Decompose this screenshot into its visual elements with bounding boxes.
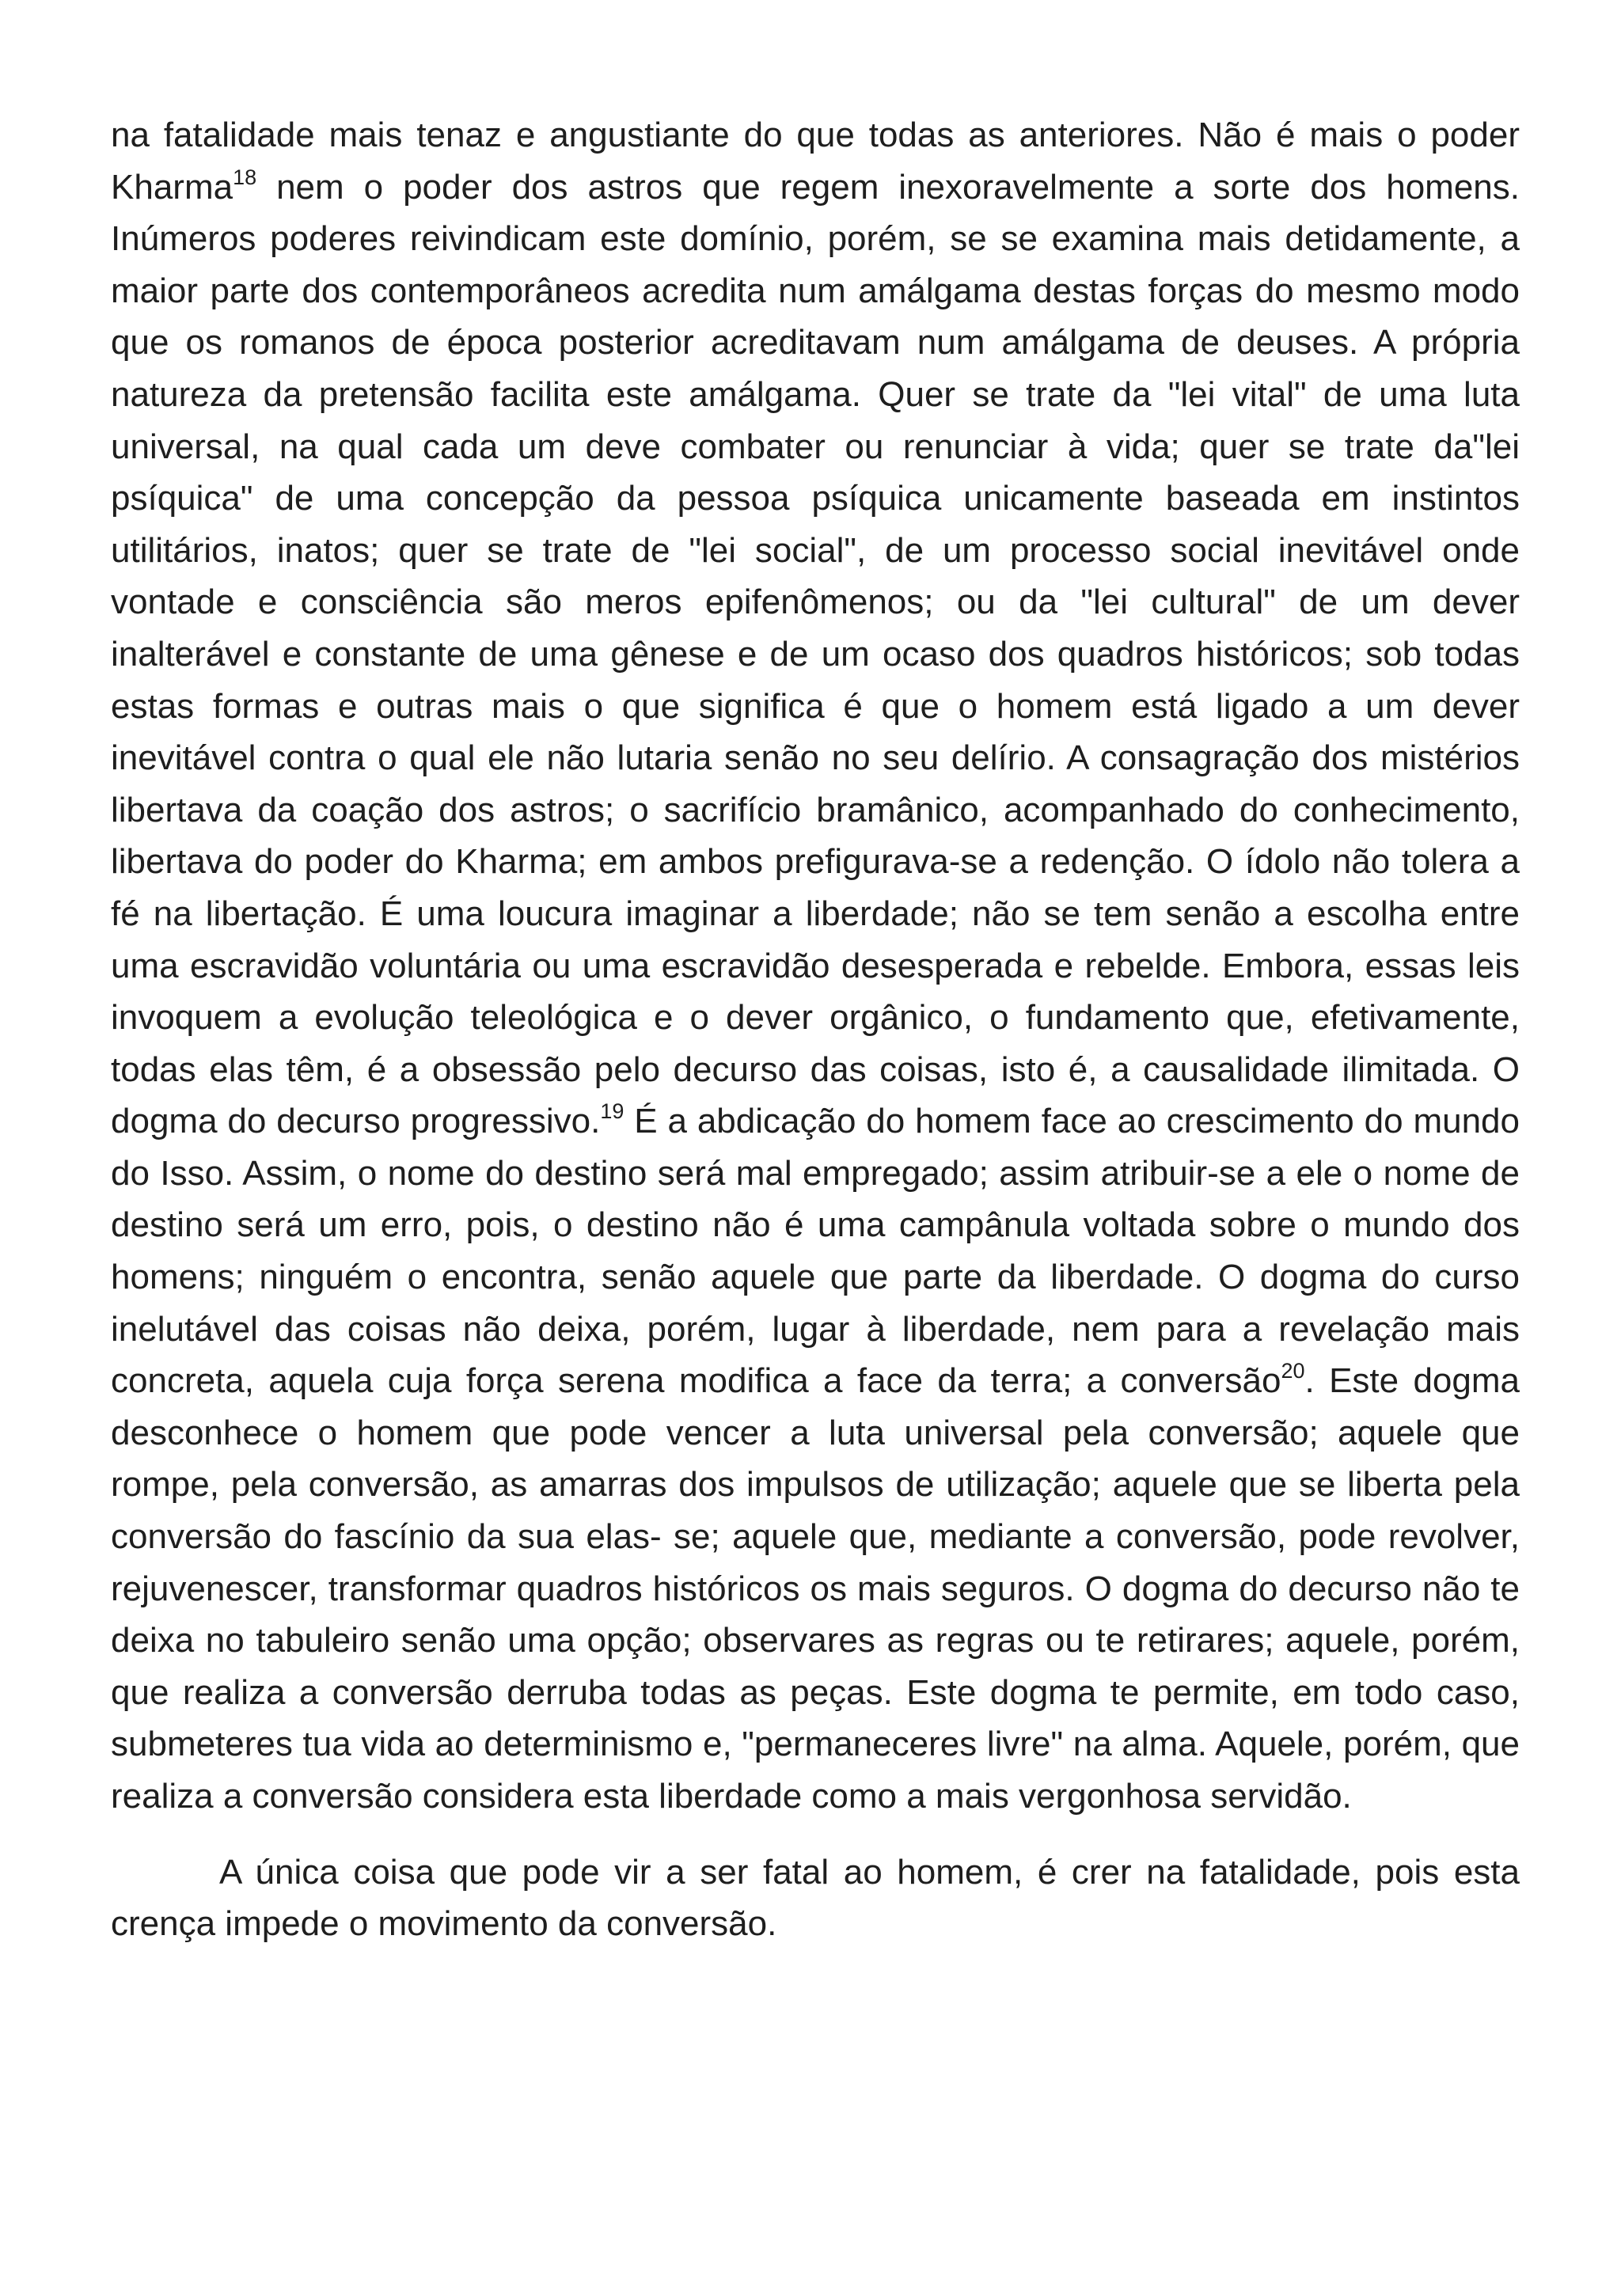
body-paragraph (111, 109, 1520, 1823)
paragraph-text: nem o poder dos astros que regem inexoravelmente a sorte dos homens. Inúmeros poderes reivindicam este domínio, porém, se se examina mais detidamente, a maior parte dos contemporâneos acredita num amálgama destas forças do mesmo modo que os romanos de época posterior acreditavam num amálgama de deuses. A própria natureza da pretensão facilita este amálgama. Quer se trate da "lei vital" de uma luta universal, na qual cada um deve combater ou renunciar à vida; quer se trate da"lei psíquica" de uma concepção da pessoa psíquica unicamente baseada em instintos utilitários, inatos; quer se trate de "lei social", de um processo social inevitável onde vontade e consciência são meros epifenômenos; ou da "lei cultural" de um dever inalterável e constante de uma gênese e de um ocaso dos quadros históricos; sob todas estas formas e outras mais o que significa é que o homem está ligado a um dever inevitável contra o qual ele não lutaria senão no seu delírio. A consagração dos mistérios libertava da coação dos astros; o sacrifício bramânico, acompanhado do conhecimento, libertava do poder do Kharma; em ambos prefigurava-se a redenção. O ídolo não tolera a fé na libertação. É uma loucura imaginar a liberdade; não se tem senão a escolha entre uma escravidão voluntária ou uma escravidão desesperada e rebelde. Embora, essas leis invoquem a evolução teleológica e o dever orgânico, o fundamento que, efetivamente, todas elas têm, é a obsessão pelo decurso das coisas, isto é, a causalidade ilimitada. O dogma do decurso progressivo. (111, 167, 1520, 1141)
paragraph-text: É a abdicação do homem face ao crescimento do mundo do Isso. Assim, o nome do destino será mal empregado; assim atribuir-se a ele o nome de destino será um erro, pois, o destino não é uma campânula voltada sobre o mundo dos homens; ninguém o encontra, senão aquele que parte da liberdade. O dogma do curso inelutável das coisas não deixa, porém, lugar à liberdade, nem para a revelação mais concreta, aquela cuja força serena modifica a face da terra; a conversão (111, 1102, 1520, 1401)
body-paragraph (111, 1846, 1520, 1950)
footnote-ref-20[interactable]: 20 (1281, 1359, 1305, 1383)
document-page (111, 109, 1520, 1950)
paragraph-text: na fatalidade mais tenaz e angustiante do que todas as anteriores. Não é mais o poder Kharma (111, 116, 1520, 207)
paragraph-text: . Este dogma desconhece o homem que pode vencer a luta universal pela conversão; aquele que rompe, pela conversão, as amarras dos impulsos de utilização; aquele que se liberta pela conversão do fascínio da sua elas- se; aquele que, mediante a conversão, pode revolver, rejuvenescer, transformar quadros históricos os mais seguros. O dogma do decurso não te deixa no tabuleiro senão uma opção; observares as regras ou te retirares; aquele, porém, que realiza a conversão derruba todas as peças. Este dogma te permite, em todo caso, submeteres tua vida ao determinismo e, "permaneceres livre" na alma. Aquele, porém, que realiza a conversão considera esta liberdade como a mais vergonhosa servidão. (111, 1361, 1520, 1816)
footnote-ref-19[interactable]: 19 (600, 1099, 624, 1124)
footnote-ref-18[interactable]: 18 (233, 165, 257, 189)
paragraph-text: A única coisa que pode vir a ser fatal ao homem, é crer na fatalidade, pois esta crença impede o movimento da conversão. (111, 1852, 1520, 1944)
